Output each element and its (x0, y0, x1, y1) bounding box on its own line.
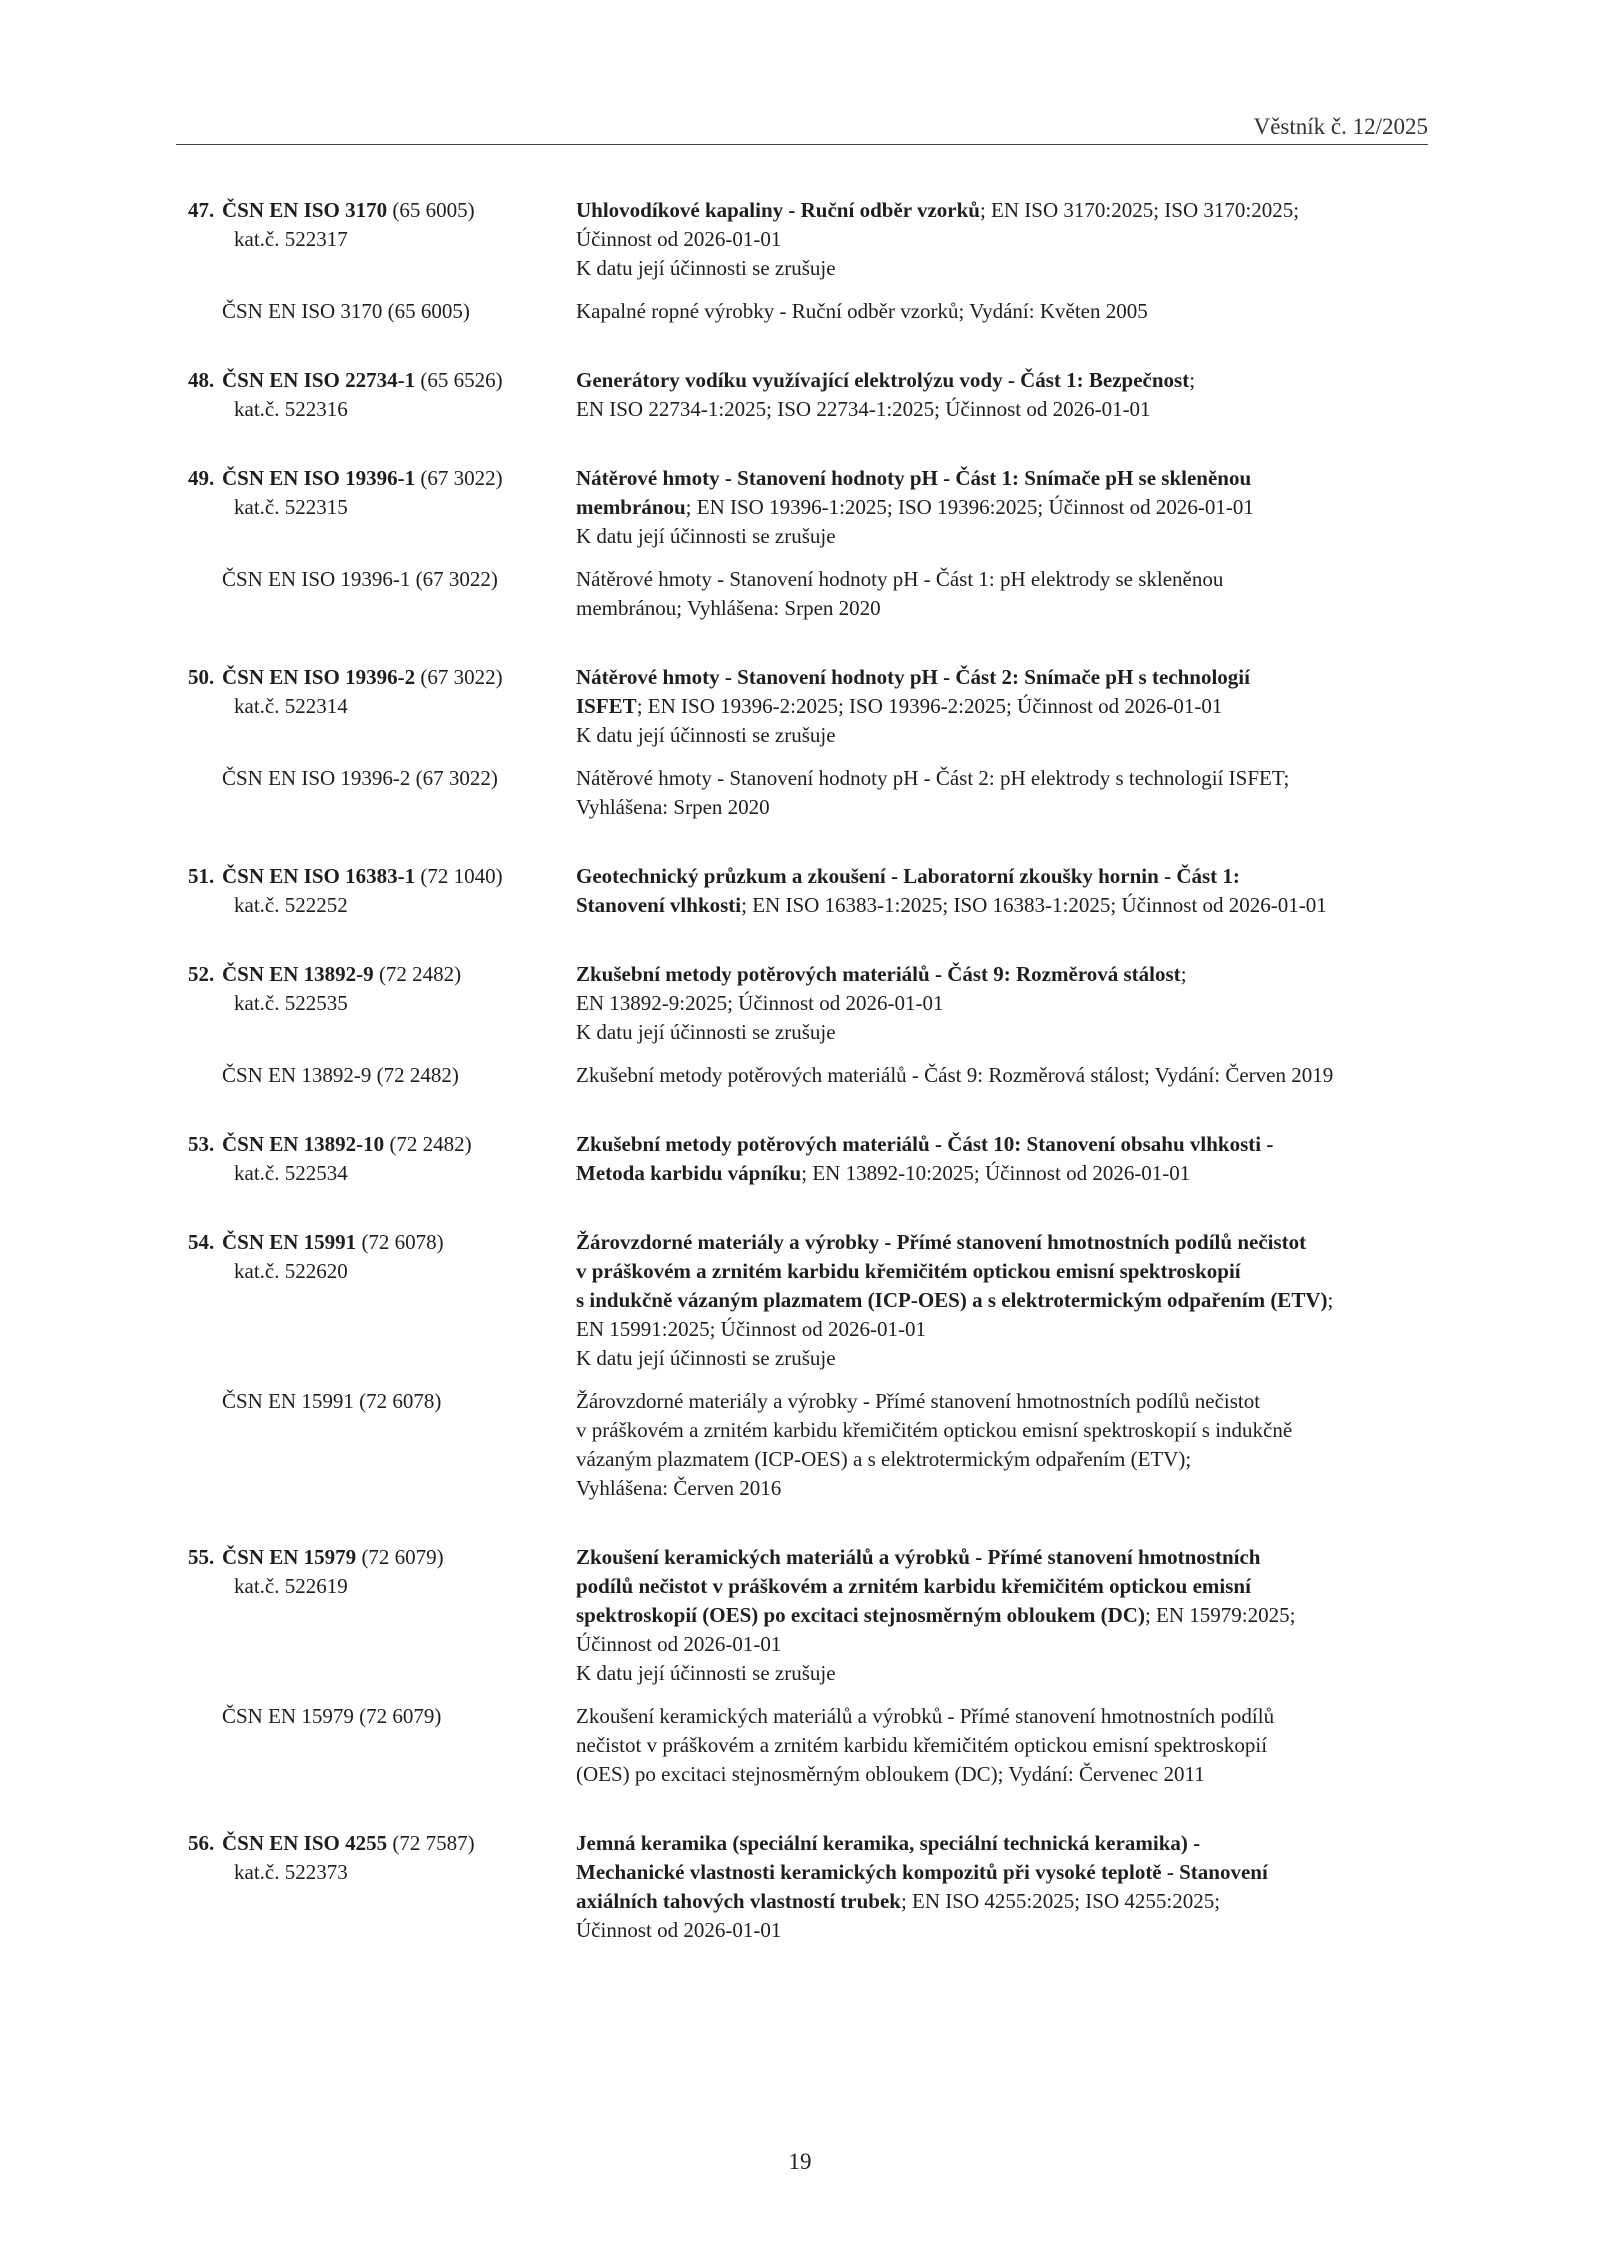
withdrawn-standard-code: ČSN EN ISO 19396-2 (67 3022) (222, 766, 498, 790)
withdrawn-standard-code: ČSN EN ISO 19396-1 (67 3022) (222, 567, 498, 591)
standard-entry (176, 366, 1428, 424)
description-line (576, 196, 1428, 225)
withdrawn-standard-row (176, 1061, 1428, 1090)
withdrawn-description-line: Nátěrové hmoty - Stanovení hodnoty pH - Část 2: pH elektrody s technologií ISFET; (576, 766, 1290, 790)
withdrawn-standard-description (576, 1387, 1428, 1503)
entry-number: 54. (188, 1230, 215, 1254)
description-line (576, 989, 1428, 1018)
title-text: Stanovení vlhkosti (576, 893, 742, 917)
standard-class: (72 2482) (389, 1132, 472, 1156)
standard-code-line (188, 196, 576, 225)
description-line (576, 493, 1428, 522)
standard-class: (72 7587) (392, 1831, 475, 1855)
title-text: Geotechnický průzkum a zkoušení - Laboratorní zkoušky hornin - Část 1: (576, 864, 1240, 888)
withdrawn-id-column (176, 1702, 576, 1789)
entry-main-row (176, 663, 1428, 750)
standard-description (576, 862, 1428, 920)
info-text: ; EN ISO 19396-2:2025; ISO 19396-2:2025; Účinnost od 2026-01-01 (636, 694, 1223, 718)
title-text: s indukčně vázaným plazmatem (ICP-OES) a s elektrotermickým odpařením (ETV) (576, 1288, 1328, 1312)
withdrawn-standard-description (576, 565, 1428, 623)
withdrawn-description-line: nečistot v práškovém a zrnitém karbidu křemičitém optickou emisní spektroskopií (576, 1733, 1268, 1757)
withdrawn-standard-description (576, 1702, 1428, 1789)
withdrawn-standard-description (576, 1061, 1428, 1090)
description-line (576, 254, 1428, 283)
standard-id-column (176, 1829, 576, 1945)
standard-id-column (176, 366, 576, 424)
catalog-number: kat.č. 522317 (234, 227, 348, 251)
description-line (576, 395, 1428, 424)
description-line (576, 891, 1428, 920)
standard-code: ČSN EN ISO 16383-1 (222, 864, 416, 888)
withdrawn-description-line: Vyhlášena: Srpen 2020 (576, 795, 770, 819)
entry-number: 48. (188, 368, 215, 392)
standard-code: ČSN EN ISO 3170 (222, 198, 388, 222)
withdrawn-description-line: membránou; Vyhlášena: Srpen 2020 (576, 596, 881, 620)
standard-code-line (188, 366, 576, 395)
info-text: ; EN ISO 16383-1:2025; ISO 16383-1:2025; Účinnost od 2026-01-01 (741, 893, 1327, 917)
description-line (576, 663, 1428, 692)
title-text: Uhlovodíkové kapaliny - Ruční odběr vzorků (576, 198, 980, 222)
description-line (576, 1130, 1428, 1159)
standard-code: ČSN EN 15991 (222, 1230, 357, 1254)
entry-number: 52. (188, 962, 215, 986)
title-text: membránou (576, 495, 686, 519)
info-text: ; (1327, 1288, 1334, 1312)
standard-id-column (176, 1543, 576, 1688)
standard-entry (176, 960, 1428, 1090)
title-text: Generátory vodíku využívající elektrolýzu vody - Část 1: Bezpečnost (576, 368, 1190, 392)
description-line (576, 1829, 1428, 1858)
info-text: ; EN ISO 3170:2025; ISO 3170:2025; (979, 198, 1300, 222)
title-text: Zkoušení keramických materiálů a výrobků - Přímé stanovení hmotnostních (576, 1545, 1261, 1569)
standard-description (576, 663, 1428, 750)
catalog-number: kat.č. 522535 (234, 991, 348, 1015)
standard-description (576, 1829, 1428, 1945)
standard-class: (72 1040) (420, 864, 503, 888)
standard-id-column (176, 960, 576, 1047)
standard-id-column (176, 1130, 576, 1188)
standard-code: ČSN EN ISO 4255 (222, 1831, 388, 1855)
standard-code-line (188, 960, 576, 989)
description-line (576, 1887, 1428, 1916)
standard-entry (176, 196, 1428, 326)
info-text: ; EN ISO 19396-1:2025; ISO 19396:2025; Účinnost od 2026-01-01 (685, 495, 1254, 519)
withdrawn-description-line: Kapalné ropné výrobky - Ruční odběr vzorků; Vydání: Květen 2005 (576, 299, 1148, 323)
title-text: Nátěrové hmoty - Stanovení hodnoty pH - Část 1: Snímače pH se skleněnou (576, 466, 1252, 490)
info-text: K datu její účinnosti se zrušuje (576, 1346, 836, 1370)
title-text: Nátěrové hmoty - Stanovení hodnoty pH - Část 2: Snímače pH s technologií (576, 665, 1250, 689)
withdrawn-standard-code: ČSN EN ISO 3170 (65 6005) (222, 299, 470, 323)
bulletin-title: Věstník č. 12/2025 (1253, 114, 1428, 139)
standard-class: (65 6526) (420, 368, 503, 392)
title-text: spektroskopií (OES) po excitaci stejnosměrným obloukem (DC) (576, 1603, 1145, 1627)
standard-entry (176, 663, 1428, 822)
entry-main-row (176, 862, 1428, 920)
withdrawn-standard-row (176, 1387, 1428, 1503)
standard-description (576, 960, 1428, 1047)
withdrawn-id-column (176, 297, 576, 326)
catalog-number: kat.č. 522316 (234, 397, 348, 421)
withdrawn-standard-description (576, 297, 1428, 326)
description-line (576, 1018, 1428, 1047)
info-text: K datu její účinnosti se zrušuje (576, 1661, 836, 1685)
withdrawn-standard-row (176, 565, 1428, 623)
withdrawn-description-line: Zkušební metody potěrových materiálů - Část 9: Rozměrová stálost; Vydání: Červen 2019 (576, 1063, 1334, 1087)
withdrawn-description-line: vázaným plazmatem (ICP-OES) a s elektrotermickým odpařením (ETV); (576, 1447, 1192, 1471)
standard-code-line (188, 1130, 576, 1159)
info-text: K datu její účinnosti se zrušuje (576, 524, 836, 548)
info-text: ; (1180, 962, 1187, 986)
standard-class: (72 2482) (378, 962, 462, 986)
title-text: Zkušební metody potěrových materiálů - Část 10: Stanovení obsahu vlhkosti - (576, 1132, 1274, 1156)
standard-entry (176, 1228, 1428, 1503)
standard-code: ČSN EN ISO 19396-2 (222, 665, 416, 689)
entry-main-row (176, 1228, 1428, 1373)
withdrawn-standard-code: ČSN EN 15979 (72 6079) (222, 1704, 442, 1728)
standard-description (576, 1130, 1428, 1188)
withdrawn-standard-row (176, 297, 1428, 326)
withdrawn-id-column (176, 764, 576, 822)
standard-code: ČSN EN ISO 19396-1 (222, 466, 416, 490)
description-line (576, 1916, 1428, 1945)
entry-main-row (176, 1130, 1428, 1188)
catalog-number: kat.č. 522252 (234, 893, 348, 917)
entry-number: 53. (188, 1132, 215, 1156)
info-text: Účinnost od 2026-01-01 (576, 1632, 782, 1656)
standard-description (576, 1228, 1428, 1373)
withdrawn-description-line: v práškovém a zrnitém karbidu křemičitém optickou emisní spektroskopií s indukčně (576, 1418, 1293, 1442)
withdrawn-id-column (176, 1061, 576, 1090)
standard-description (576, 464, 1428, 551)
standard-class: (72 6079) (361, 1545, 444, 1569)
info-text: EN ISO 22734-1:2025; ISO 22734-1:2025; Účinnost od 2026-01-01 (576, 397, 1151, 421)
info-text: K datu její účinnosti se zrušuje (576, 1020, 836, 1044)
description-line (576, 1543, 1428, 1572)
info-text: ; EN ISO 4255:2025; ISO 4255:2025; (900, 1889, 1221, 1913)
standard-id-column (176, 196, 576, 283)
standard-class: (67 3022) (420, 466, 503, 490)
description-line (576, 1286, 1428, 1315)
description-line (576, 1257, 1428, 1286)
entry-number: 51. (188, 864, 215, 888)
standard-code-line (188, 1543, 576, 1572)
standard-id-column (176, 464, 576, 551)
withdrawn-standard-row (176, 764, 1428, 822)
withdrawn-description-line: Nátěrové hmoty - Stanovení hodnoty pH - Část 1: pH elektrody se skleněnou (576, 567, 1224, 591)
standard-code-line (188, 862, 576, 891)
withdrawn-id-column (176, 1387, 576, 1503)
standard-code: ČSN EN ISO 22734-1 (222, 368, 416, 392)
standard-entry (176, 1829, 1428, 1945)
entry-main-row (176, 464, 1428, 551)
title-text: axiálních tahových vlastností trubek (576, 1889, 901, 1913)
withdrawn-description-line: Zkoušení keramických materiálů a výrobků - Přímé stanovení hmotnostních podílů (576, 1704, 1275, 1728)
description-line (576, 960, 1428, 989)
standard-id-column (176, 663, 576, 750)
standard-class: (65 6005) (392, 198, 475, 222)
withdrawn-standard-code: ČSN EN 13892-9 (72 2482) (222, 1063, 459, 1087)
title-text: v práškovém a zrnitém karbidu křemičitém optickou emisní spektroskopií (576, 1259, 1241, 1283)
standard-entry (176, 1130, 1428, 1188)
catalog-number: kat.č. 522534 (234, 1161, 348, 1185)
standard-code: ČSN EN 13892-9 (222, 962, 374, 986)
page-header (176, 108, 1428, 145)
title-text: Jemná keramika (speciální keramika, speciální technická keramika) - (576, 1831, 1201, 1855)
catalog-number: kat.č. 522373 (234, 1860, 348, 1884)
standard-code: ČSN EN 15979 (222, 1545, 357, 1569)
entry-main-row (176, 1543, 1428, 1688)
description-line (576, 1315, 1428, 1344)
title-text: Žárovzdorné materiály a výrobky - Přímé stanovení hmotnostních podílů nečistot (576, 1230, 1307, 1254)
entry-number: 49. (188, 466, 215, 490)
description-line (576, 1659, 1428, 1688)
description-line (576, 1344, 1428, 1373)
standard-code-line (188, 1228, 576, 1257)
withdrawn-standard-description (576, 764, 1428, 822)
info-text: ; EN 15979:2025; (1144, 1603, 1296, 1627)
info-text: EN 15991:2025; Účinnost od 2026-01-01 (576, 1317, 926, 1341)
entry-number: 47. (188, 198, 215, 222)
description-line (576, 522, 1428, 551)
standard-description (576, 1543, 1428, 1688)
withdrawn-id-column (176, 565, 576, 623)
description-line (576, 1159, 1428, 1188)
info-text: Účinnost od 2026-01-01 (576, 1918, 782, 1942)
catalog-number: kat.č. 522315 (234, 495, 348, 519)
info-text: ; EN 13892-10:2025; Účinnost od 2026-01-01 (801, 1161, 1191, 1185)
standard-id-column (176, 1228, 576, 1373)
entry-number: 55. (188, 1545, 215, 1569)
title-text: Metoda karbidu vápníku (576, 1161, 802, 1185)
entry-main-row (176, 1829, 1428, 1945)
withdrawn-description-line: (OES) po excitaci stejnosměrným obloukem (DC); Vydání: Červenec 2011 (576, 1762, 1205, 1786)
standard-code: ČSN EN 13892-10 (222, 1132, 385, 1156)
standard-entry (176, 1543, 1428, 1789)
withdrawn-description-line: Žárovzdorné materiály a výrobky - Přímé stanovení hmotnostních podílů nečistot (576, 1389, 1261, 1413)
description-line (576, 1228, 1428, 1257)
description-line (576, 692, 1428, 721)
description-line (576, 366, 1428, 395)
info-text: K datu její účinnosti se zrušuje (576, 256, 836, 280)
standard-entry (176, 862, 1428, 920)
description-line (576, 721, 1428, 750)
description-line (576, 1601, 1428, 1630)
description-line (576, 464, 1428, 493)
description-line (576, 1572, 1428, 1601)
entry-number: 50. (188, 665, 215, 689)
info-text: K datu její účinnosti se zrušuje (576, 723, 836, 747)
standard-id-column (176, 862, 576, 920)
description-line (576, 862, 1428, 891)
catalog-number: kat.č. 522314 (234, 694, 348, 718)
standard-code-line (188, 464, 576, 493)
description-line (576, 1858, 1428, 1887)
info-text: Účinnost od 2026-01-01 (576, 227, 782, 251)
title-text: Mechanické vlastnosti keramických kompozitů při vysoké teplotě - Stanovení (576, 1860, 1268, 1884)
standards-list (176, 196, 1428, 1985)
title-text: Zkušební metody potěrových materiálů - Část 9: Rozměrová stálost (576, 962, 1181, 986)
entry-number: 56. (188, 1831, 215, 1855)
description-line (576, 1630, 1428, 1659)
info-text: EN 13892-9:2025; Účinnost od 2026-01-01 (576, 991, 944, 1015)
withdrawn-standard-code: ČSN EN 15991 (72 6078) (222, 1389, 442, 1413)
withdrawn-description-line: Vyhlášena: Červen 2016 (576, 1476, 782, 1500)
standard-entry (176, 464, 1428, 623)
entry-main-row (176, 960, 1428, 1047)
standard-class: (72 6078) (361, 1230, 444, 1254)
page-number: 19 (788, 2149, 812, 2174)
standard-class: (67 3022) (420, 665, 503, 689)
title-text: ISFET (576, 694, 637, 718)
standard-description (576, 196, 1428, 283)
title-text: podílů nečistot v práškovém a zrnitém karbidu křemičitém optickou emisní (576, 1574, 1251, 1598)
catalog-number: kat.č. 522619 (234, 1574, 348, 1598)
entry-main-row (176, 196, 1428, 283)
standard-code-line (188, 1829, 576, 1858)
entry-main-row (176, 366, 1428, 424)
catalog-number: kat.č. 522620 (234, 1259, 348, 1283)
info-text: ; (1189, 368, 1196, 392)
standard-description (576, 366, 1428, 424)
withdrawn-standard-row (176, 1702, 1428, 1789)
description-line (576, 225, 1428, 254)
standard-code-line (188, 663, 576, 692)
